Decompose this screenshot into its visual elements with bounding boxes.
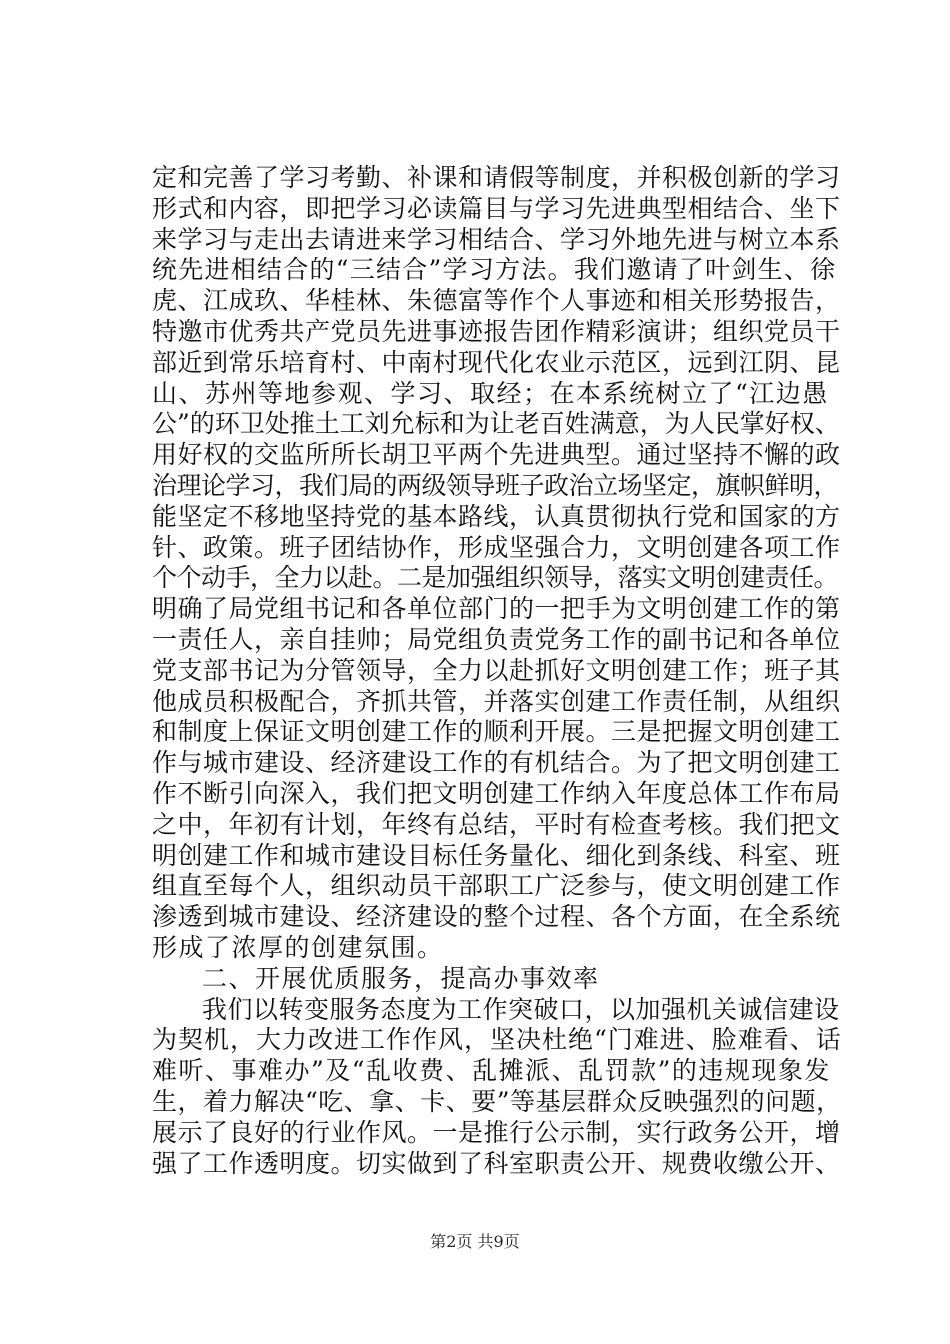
text-line: 作与城市建设、经济建设工作的有机结合。为了把文明创建工 bbox=[152, 748, 841, 778]
text-line: 作不断引向深入，我们把文明创建工作纳入年度总体工作布局 bbox=[152, 778, 841, 808]
text-line: 部近到常乐培育村、中南村现代化农业示范区，远到江阴、昆 bbox=[152, 347, 841, 377]
text-line: 形式和内容，即把学习必读篇目与学习先进典型相结合、坐下 bbox=[152, 193, 841, 223]
text-line: 虎、江成玖、华桂林、朱德富等作个人事迹和相关形势报告， bbox=[152, 286, 841, 316]
text-line: 一责任人，亲自挂帅；局党组负责党务工作的副书记和各单位 bbox=[152, 624, 841, 654]
text-line: 我们以转变服务态度为工作突破口，以加强机关诚信建设 bbox=[202, 994, 840, 1024]
text-line: 明创建工作和城市建设目标任务量化、细化到条线、科室、班 bbox=[152, 840, 841, 870]
text-line: 治理论学习，我们局的两级领导班子政治立场坚定，旗帜鲜明， bbox=[152, 470, 839, 500]
text-line: 二、开展优质服务，提高办事效率 bbox=[202, 963, 600, 993]
text-line: 和制度上保证文明创建工作的顺利开展。三是把握文明创建工 bbox=[152, 717, 841, 747]
text-line: 特邀市优秀共产党员先进事迹报告团作精彩演讲；组织党员干 bbox=[152, 316, 841, 346]
text-line: 生，着力解决“吃、拿、卡、要”等基层群众反映强烈的问题， bbox=[152, 1086, 842, 1116]
text-line: 针、政策。班子团结协作，形成坚强合力，文明创建各项工作 bbox=[152, 532, 841, 562]
document-body bbox=[152, 163, 842, 1179]
text-line: 强了工作透明度。切实做到了科室职责公开、规费收缴公开、 bbox=[152, 1148, 841, 1178]
text-line: 组直至每个人，组织动员干部职工广泛参与，使文明创建工作 bbox=[152, 871, 841, 901]
text-line: 用好权的交监所所长胡卫平两个先进典型。通过坚持不懈的政 bbox=[152, 440, 841, 470]
text-line: 渗透到城市建设、经济建设的整个过程、各个方面，在全系统 bbox=[152, 902, 841, 932]
text-line: 山、苏州等地参观、学习、取经；在本系统树立了“江边愚 bbox=[152, 378, 829, 408]
text-line: 公”的环卫处推土工刘允标和为让老百姓满意，为人民掌好权、 bbox=[152, 409, 840, 439]
text-line: 能坚定不移地坚持党的基本路线，认真贯彻执行党和国家的方 bbox=[152, 501, 841, 531]
text-line: 统先进相结合的“三结合”学习方法。我们邀请了叶剑生、徐 bbox=[152, 255, 837, 285]
text-line: 展示了良好的行业作风。一是推行公示制，实行政务公开，增 bbox=[152, 1117, 841, 1147]
text-line: 定和完善了学习考勤、补课和请假等制度，并积极创新的学习 bbox=[152, 163, 841, 192]
text-line: 他成员积极配合，齐抓共管，并落实创建工作责任制，从组织 bbox=[152, 686, 841, 716]
page-footer: 第2页 共9页 bbox=[430, 1232, 520, 1251]
text-line: 个个动手，全力以赴。二是加强组织领导，落实文明创建责任。 bbox=[152, 563, 839, 593]
text-line: 之中，年初有计划，年终有总结，平时有检查考核。我们把文 bbox=[152, 809, 841, 839]
text-line: 来学习与走出去请进来学习相结合、学习外地先进与树立本系 bbox=[152, 224, 841, 254]
text-line: 明确了局党组书记和各单位部门的一把手为文明创建工作的第 bbox=[152, 594, 841, 624]
text-line: 难听、事难办”及“乱收费、乱摊派、乱罚款”的违规现象发 bbox=[152, 1056, 831, 1086]
text-line: 形成了浓厚的创建氛围。 bbox=[152, 932, 444, 962]
text-line: 为契机，大力改进工作作风，坚决杜绝“门难进、脸难看、话 bbox=[152, 1025, 842, 1055]
text-line: 党支部书记为分管领导，全力以赴抓好文明创建工作；班子其 bbox=[152, 655, 841, 685]
